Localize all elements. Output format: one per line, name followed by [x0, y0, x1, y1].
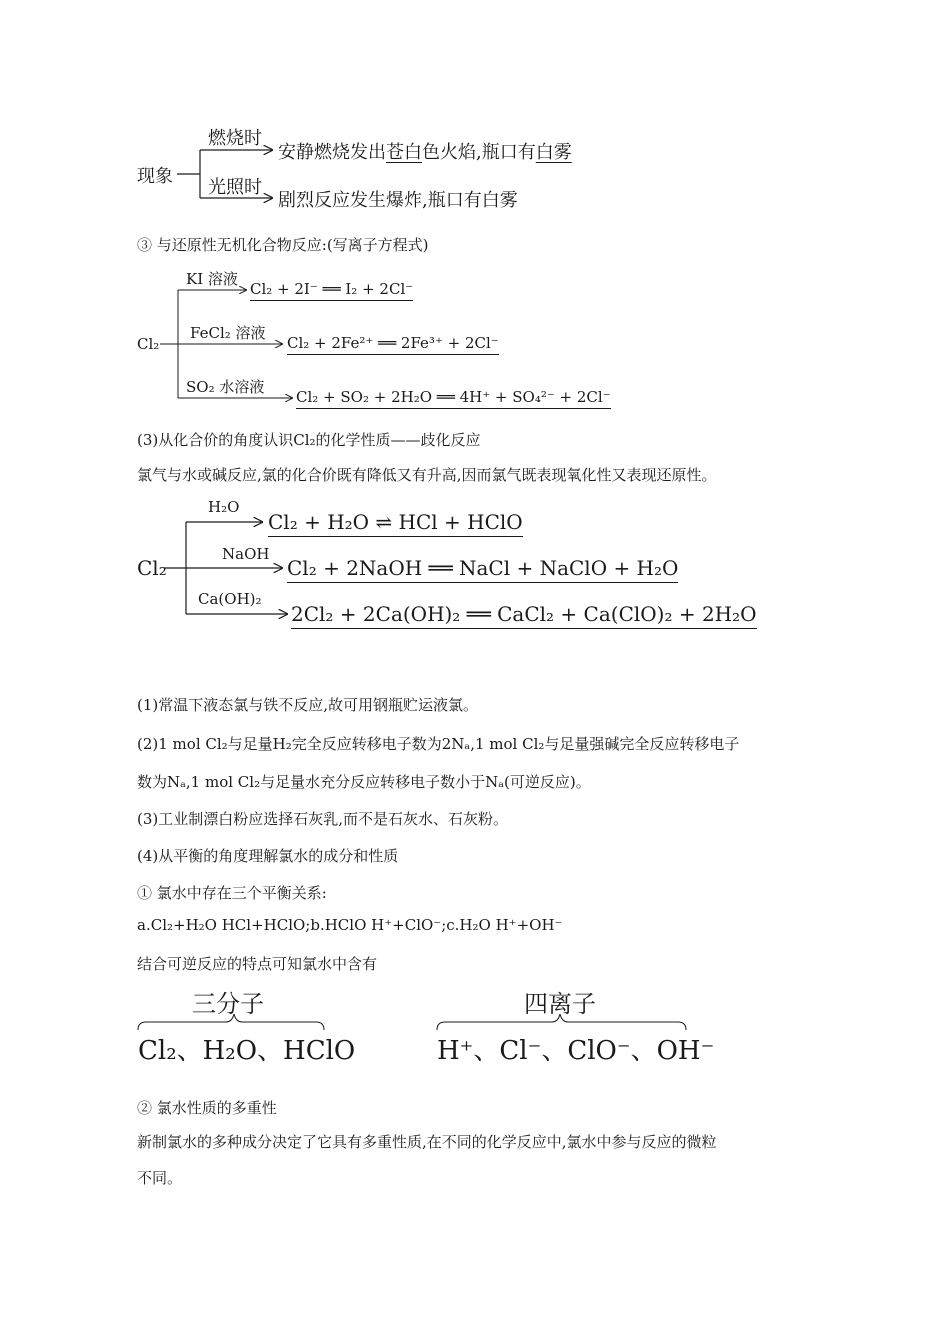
note-1: (1)常温下液态氯与铁不反应,故可用钢瓶贮运液氯。: [137, 696, 479, 714]
so2-equation: Cl₂ + SO₂ + 2H₂O ══ 4H⁺ + SO₄²⁻ + 2Cl⁻: [296, 388, 611, 409]
light-label: 光照时: [208, 177, 262, 198]
molecule-title: 三分子: [192, 990, 264, 1018]
note-4: (4)从平衡的角度理解氯水的成分和性质: [137, 847, 399, 865]
tail-title: ② 氯水性质的多重性: [137, 1099, 277, 1117]
equilibria: a.Cl₂+H₂O HCl+HClO;b.HClO H⁺+ClO⁻;c.H₂O H⁺+OH⁻: [137, 916, 563, 934]
reduction-title: ③ 与还原性无机化合物反应:(写离子方程式): [137, 236, 429, 254]
ki-label: KI 溶液: [186, 270, 238, 288]
sec3-title: (3)从化合价的角度认识Cl₂的化学性质——歧化反应: [137, 431, 481, 449]
naoh-label: NaOH: [222, 545, 270, 563]
naoh-equation: Cl₂ + 2NaOH ══ NaCl + NaClO + H₂O: [287, 556, 678, 583]
note-3: (3)工业制漂白粉应选择石灰乳,而不是石灰水、石灰粉。: [137, 810, 509, 828]
ion-title: 四离子: [524, 990, 596, 1018]
molecule-items: Cl₂、H₂O、HClO: [138, 1036, 356, 1066]
sec3-desc: 氯气与水或碱反应,氯的化合价既有降低又有升高,因而氯气既表现氧化性又表现还原性。: [137, 466, 717, 484]
reduction-root: Cl₂: [137, 335, 160, 353]
note-2b: 数为Nₐ,1 mol Cl₂与足量水充分反应转移电子数小于Nₐ(可逆反应)。: [137, 773, 591, 791]
caoh2-equation: 2Cl₂ + 2Ca(OH)₂ ══ CaCl₂ + Ca(ClO)₂ + 2H₂O: [291, 602, 757, 629]
phenomena-head: 现象: [137, 166, 173, 187]
light-result: 剧烈反应发生爆炸,瓶口有白雾: [278, 190, 518, 211]
caoh2-label: Ca(OH)₂: [198, 590, 262, 608]
note-2a: (2)1 mol Cl₂与足量H₂完全反应转移电子数为2Nₐ,1 mol Cl₂与足量强碱完全反应转移电子: [137, 735, 740, 753]
note-7: 结合可逆反应的特点可知氯水中含有: [137, 955, 378, 973]
fecl2-equation: Cl₂ + 2Fe²⁺ ══ 2Fe³⁺ + 2Cl⁻: [287, 334, 499, 355]
burn-text-b: 苍白: [386, 142, 422, 163]
burn-text-d: 白雾: [535, 142, 572, 163]
burn-text-a: 安静燃烧发出: [278, 142, 386, 163]
burn-text-c: 色火焰,瓶口有: [422, 142, 536, 163]
burn-result: [278, 138, 572, 164]
so2-label: SO₂ 水溶液: [186, 378, 265, 396]
tail-line-1: 新制氯水的多种成分决定了它具有多重性质,在不同的化学反应中,氯水中参与反应的微粒: [137, 1133, 717, 1151]
h2o-label: H₂O: [208, 498, 240, 516]
sec3-root: Cl₂: [137, 556, 167, 580]
tail-line-2: 不同。: [137, 1169, 183, 1187]
burn-label: 燃烧时: [208, 128, 262, 149]
ki-equation: Cl₂ + 2I⁻ ══ I₂ + 2Cl⁻: [250, 280, 413, 301]
h2o-equation: Cl₂ + H₂O ⇌ HCl + HClO: [268, 510, 523, 537]
fecl2-label: FeCl₂ 溶液: [190, 324, 266, 342]
ion-items: H⁺、Cl⁻、ClO⁻、OH⁻: [437, 1036, 715, 1066]
note-5: ① 氯水中存在三个平衡关系:: [137, 884, 327, 902]
